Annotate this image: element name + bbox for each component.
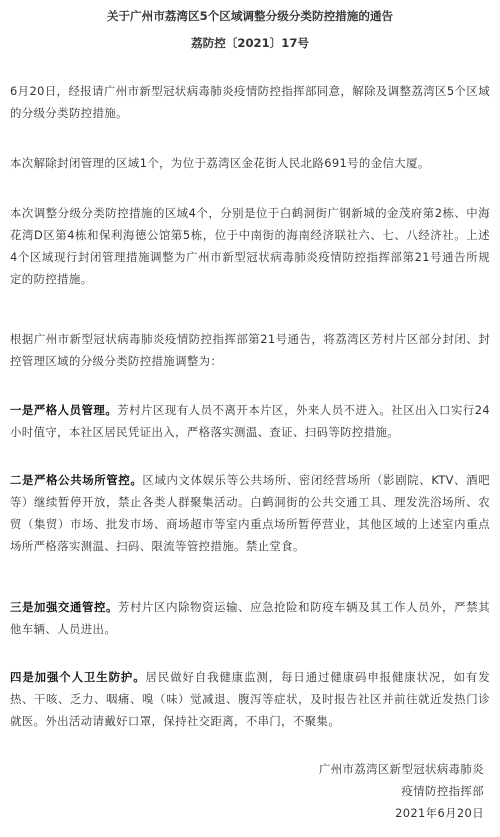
- signature-block: [319, 758, 484, 824]
- signature-date: 2021年6月20日: [395, 806, 484, 820]
- paragraph-adjusted-areas: 本次调整分级分类防控措施的区域4个，分别是位于白鹤洞街广钢新城的金茂府第2栋、中海花湾D区第4栋和保利海德公馆第5栋，位于中南街的海南经济联社六、七、八经济社。上述4个区域现行封闭管理措施调整为广州市新型冠状病毒肺炎疫情防控指挥部第21号通告所规定的防控措施。: [10, 206, 490, 286]
- paragraph-basis: 根据广州市新型冠状病毒肺炎疫情防控指挥部第21号通告，将荔湾区芳村片区部分封闭、封控管理区域的分级分类防控措施调整为：: [10, 332, 490, 368]
- notice-title: 关于广州市荔湾区5个区域调整分级分类防控措施的通告: [106, 9, 394, 23]
- measure-traffic-text: 芳村片区内除物资运输、应急抢险和防疫车辆及其工作人员外，严禁其他车辆、人员进出。: [10, 600, 490, 636]
- measure-hygiene-heading: 四是加强个人卫生防护。: [10, 670, 146, 684]
- measure-hygiene-text: 居民做好自我健康监测，每日通过健康码申报健康状况，如有发热、干咳、乏力、咽痛、嗅（味）觉减退、腹泻等症状，及时报告社区并前往就近发热门诊就医。外出活动请戴好口罩，保持社交距离，不串门，不聚集。: [10, 670, 491, 728]
- measure-hygiene: [10, 666, 490, 732]
- signature-department: 疫情防控指挥部: [401, 784, 484, 798]
- paragraph-approval: 6月20日，经报请广州市新型冠状病毒肺炎疫情防控指挥部同意，解除及调整荔湾区5个区域的分级分类防控措施。: [10, 84, 490, 120]
- measure-public-places: [10, 469, 490, 557]
- document-number: 荔防控〔2021〕17号: [191, 36, 309, 50]
- measure-personnel-text: 芳村片区现有人员不离开本片区，外来人员不进入。社区出入口实行24小时值守，本社区居民凭证出入，严格落实测温、查证、扫码等防控措施。: [10, 403, 491, 439]
- measure-personnel-heading: 一是严格人员管理。: [10, 403, 118, 417]
- measure-public-places-heading: 二是严格公共场所管控。: [10, 473, 143, 487]
- measure-public-places-text: 区域内文体娱乐等公共场所、密闭经营场所（影剧院、KTV、酒吧等）继续暂停开放，禁止各类人群聚集活动。白鹤洞街的公共交通工具、理发洗浴场所、农贸（集贸）市场、批发市场、商场超市等室内重点场所暂停营业，其他区域的上述室内重点场所严格落实测温、扫码、限流等管控措施。禁止堂食。: [10, 473, 490, 553]
- signature-organization: 广州市荔湾区新型冠状病毒肺炎: [318, 762, 484, 776]
- measure-traffic-heading: 三是加强交通管控。: [10, 600, 119, 614]
- measure-traffic: [10, 596, 490, 640]
- paragraph-lifted-area: 本次解除封闭管理的区域1个，为位于荔湾区金花街人民北路691号的金信大厦。: [10, 156, 430, 170]
- measure-personnel: [10, 399, 490, 443]
